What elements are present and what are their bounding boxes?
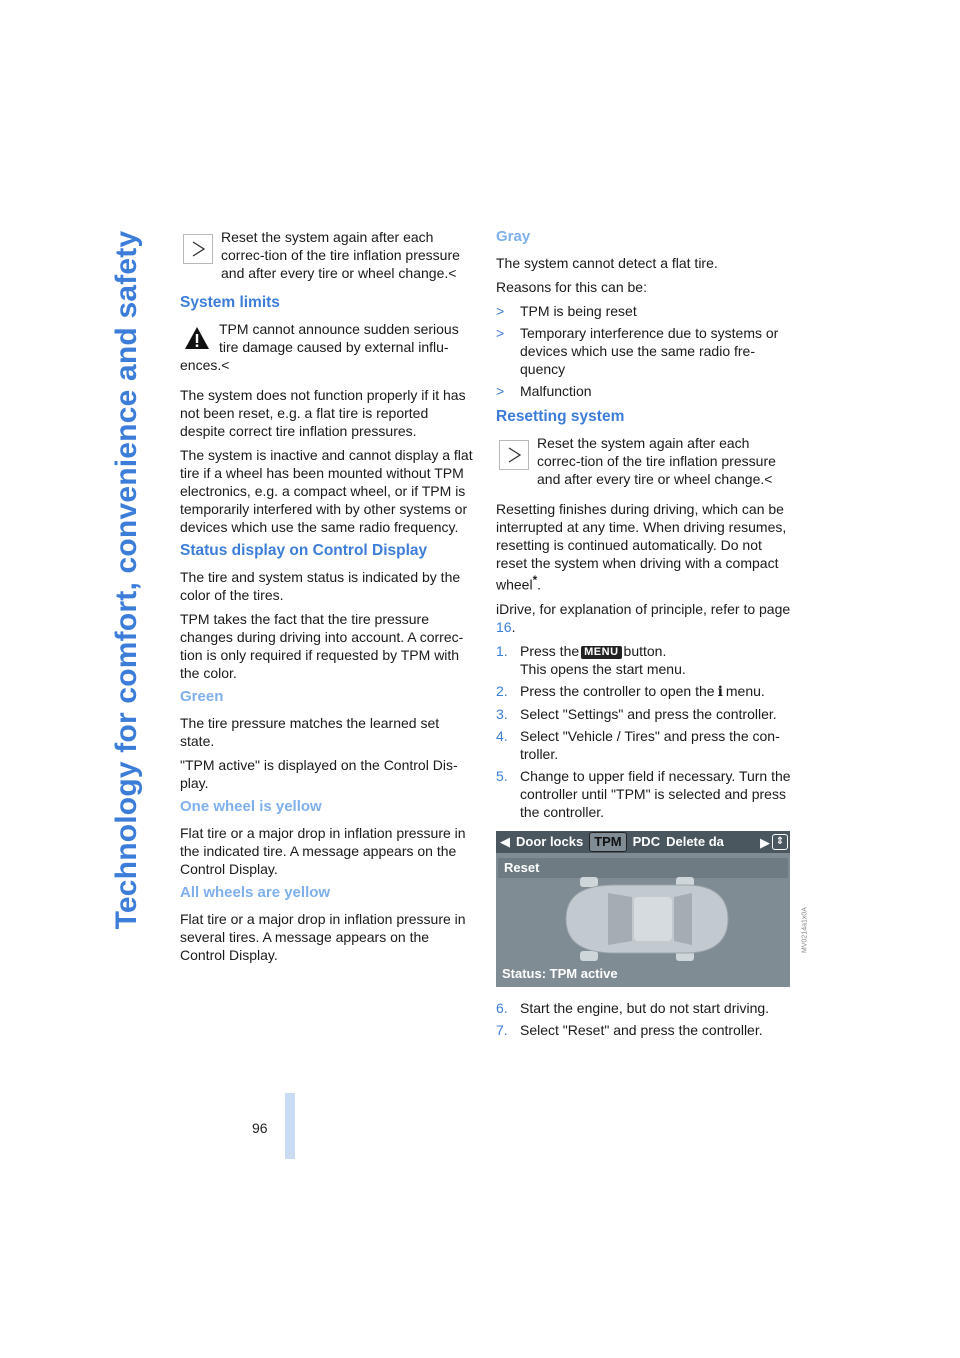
paragraph: Flat tire or a major drop in inflation pressure in the indicated tire. A message appears on the Control Display.	[180, 825, 466, 877]
step-item: 4. Select "Vehicle / Tires" and press the con-troller.	[496, 727, 780, 762]
heading-gray: Gray	[496, 228, 531, 245]
display-reset-field: Reset	[498, 858, 788, 878]
note-arrow-icon	[183, 234, 213, 264]
arrow-left-icon: ◀	[500, 833, 510, 849]
note-reset-2: Reset the system again after each correc-tion of the tire inflation pressure and after every tire or wheel change.<	[496, 434, 791, 488]
display-tab-bar	[496, 831, 790, 853]
list-item: > Temporary interference due to systems or devices which use the same radio fre-quency	[496, 325, 779, 377]
heading-one-wheel-yellow: One wheel is yellow	[180, 798, 322, 815]
optional-equipment-mark: *	[532, 574, 538, 587]
page-number: 96	[252, 1120, 268, 1136]
control-display-screenshot	[496, 831, 790, 987]
heading-green: Green	[180, 688, 224, 705]
paragraph: TPM takes the fact that the tire pressure changes during driving into account. A correc-tion is only required if requested by TPM with the color.	[180, 611, 464, 681]
paragraph: The system does not function properly if it has not been reset, e.g. a flat tire is reported despite correct tire inflation pressures.	[180, 387, 466, 439]
arrow-right-icon: ▶	[760, 834, 770, 850]
steps-list	[496, 642, 791, 821]
paragraph: Resetting finishes during driving, which can be interrupted at any time. When driving resumes, resetting is continued automatically. Do not reset the system when driving with a compact wheel*.	[496, 501, 787, 593]
left-column	[180, 228, 475, 970]
tab-tpm: TPM	[589, 832, 626, 852]
list-item: > TPM is being reset	[496, 303, 637, 319]
car-top-view-icon	[556, 875, 736, 963]
warning-note: TPM cannot announce sudden serious tire damage caused by external influ-ences.<	[180, 321, 459, 373]
note-arrow-icon	[499, 440, 529, 470]
heading-system-limits: System limits	[180, 294, 280, 311]
step-item: 3. Select "Settings" and press the controller.	[496, 705, 777, 722]
side-section-title: Technology for comfort, convenience and safety	[110, 230, 143, 930]
heading-status-display: Status display on Control Display	[180, 542, 428, 559]
info-menu-icon: i	[717, 683, 723, 700]
paragraph: The system is inactive and cannot display a flat tire if a wheel has been mounted without TPM electronics, e.g. a compact wheel, or if TPM is temporarily interfered with by other systems or devices which use the same radio frequency.	[180, 447, 473, 535]
step-item: 2. Press the controller to open the i menu.	[496, 682, 765, 700]
heading-resetting-system: Resetting system	[496, 408, 625, 425]
paragraph: Flat tire or a major drop in inflation pressure in several tires. A message appears on the Control Display.	[180, 911, 466, 963]
paragraph: The tire pressure matches the learned set state.	[180, 715, 440, 749]
paragraph: "TPM active" is displayed on the Control Dis-play.	[180, 757, 458, 791]
warning-triangle-icon	[183, 324, 211, 352]
paragraph: The tire and system status is indicated by the color of the tires.	[180, 569, 461, 603]
step-item: 7. Select "Reset" and press the controller.	[496, 1021, 763, 1038]
paragraph: Reasons for this can be:	[496, 279, 647, 295]
display-status-text: Status: TPM active	[502, 965, 618, 981]
paragraph: iDrive, for explanation of principle, refer to page 16.	[496, 600, 791, 635]
paragraph: The system cannot detect a flat tire.	[496, 255, 718, 271]
note-reset: Reset the system again after each correc-tion of the tire inflation pressure and after every tire or wheel change.<	[180, 228, 475, 282]
heading-all-wheels-yellow: All wheels are yellow	[180, 884, 331, 901]
step-item: 1. Press the MENU button. This opens the start menu.	[496, 642, 686, 677]
tab-delete-data: Delete da	[666, 833, 724, 849]
steps-list-continued	[496, 999, 791, 1039]
right-column	[496, 228, 791, 1047]
page-reference-link[interactable]: 16	[496, 618, 512, 635]
reasons-list	[496, 302, 791, 400]
list-item: > Malfunction	[496, 383, 592, 399]
step-item: 5. Change to upper field if necessary. Turn the controller until "TPM" is selected and press the controller.	[496, 767, 791, 820]
image-code: MV0214a1x0A	[801, 907, 809, 953]
step-item: 6. Start the engine, but do not start driving.	[496, 999, 770, 1016]
margin-bar	[285, 1093, 295, 1159]
tab-door-locks: Door locks	[516, 833, 584, 849]
tab-pdc: PDC	[632, 833, 661, 849]
settings-icon: ⇕	[772, 834, 788, 850]
menu-button-icon: MENU	[581, 646, 621, 659]
